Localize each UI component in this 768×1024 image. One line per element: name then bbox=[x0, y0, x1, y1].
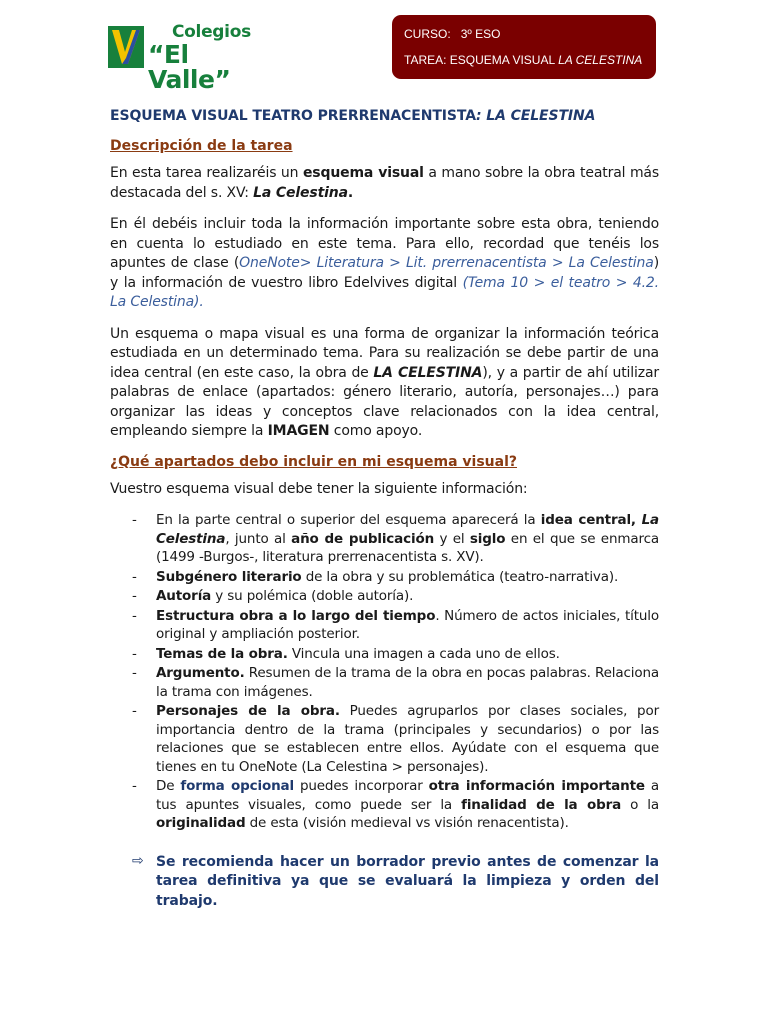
task-label: TAREA: ESQUEMA VISUAL bbox=[404, 53, 555, 67]
section-heading-sections: ¿Qué apartados debo incluir en mi esquema visual? bbox=[110, 453, 518, 470]
list-item: - Estructura obra a lo largo del tiempo. Número de actos iniciales, título original y ampliación posterior. bbox=[110, 607, 659, 644]
paragraph-1: En esta tarea realizaréis un esquema visual a mano sobre la obra teatral más destacada del s. XV: La Celestina. bbox=[110, 165, 660, 201]
school-logo bbox=[108, 22, 268, 94]
recommendation-text: Se recomienda hacer un borrador previo antes de comenzar la tarea definitiva ya que se evaluará la limpieza y orden del trabajo. bbox=[156, 853, 659, 909]
list-item: - Temas de la obra. Vincula una imagen a cada uno de ellos. bbox=[110, 645, 659, 664]
task-line bbox=[404, 53, 644, 73]
document-title: ESQUEMA VISUAL TEATRO PRERRENACENTISTA: LA CELESTINA bbox=[110, 108, 596, 124]
document-body bbox=[110, 108, 659, 911]
outlined-right-arrow-icon: ⇨ bbox=[132, 852, 144, 869]
recommendation-note bbox=[110, 853, 659, 912]
logo-line-2: “El Valle” bbox=[148, 40, 231, 94]
list-item: - En la parte central o superior del esquema aparecerá la idea central, La Celestina, junto al año de publicación y el siglo en el que se enmarca (1499 -Burgos-, literatura prerrenacentista s. XV). bbox=[110, 511, 659, 567]
onenote-path: OneNote> Literatura > Lit. prerrenacentista > La Celestina bbox=[239, 255, 654, 271]
section-heading-description: Descripción de la tarea bbox=[110, 138, 293, 154]
list-intro: Vuestro esquema visual debe tener la siguiente información: bbox=[110, 480, 528, 497]
list-item: - Autoría y su polémica (doble autoría). bbox=[110, 587, 659, 606]
logo-wordmark bbox=[148, 24, 268, 92]
logo-line-1: Colegios bbox=[172, 22, 251, 42]
list-item: - De forma opcional puedes incorporar otra información importante a tus apuntes visuales, como puede ser la finalidad de la obra o la originalidad de esta (visión medieval vs visión renacentista). bbox=[110, 777, 659, 833]
list-item: - Personajes de la obra. Puedes agruparlos por clases sociales, por importancia dentro de la trama (principales y secundarios) o por las relaciones que se establecen entre ellos. Ayúdate con el esquema que tienes en tu OneNote (La Celestina > personajes). bbox=[110, 702, 659, 776]
requirements-list bbox=[110, 511, 659, 833]
list-item: - Argumento. Resumen de la trama de la obra en pocas palabras. Relaciona la trama con imágenes. bbox=[110, 664, 659, 701]
school-shield-logo-icon bbox=[108, 26, 144, 68]
course-line bbox=[404, 27, 644, 47]
list-item: - Subgénero literario de la obra y su problemática (teatro-narrativa). bbox=[110, 568, 659, 587]
course-info-box bbox=[392, 15, 656, 79]
textbook-path: (Tema 10 > el teatro > 4.2. La Celestina) bbox=[110, 274, 659, 310]
paragraph-2: En él debéis incluir toda la información importante sobre esta obra, teniendo en cuenta lo estudiado en este tema. Para ello, recordad que tenéis los apuntes de clase (OneNote> Literatura > Lit. prerrenacentista > La Celestina) y la información de vuestro libro Edelvives digital (Tema 10 > el teatro > 4.2. La Celestina). bbox=[110, 216, 659, 310]
course-value: 3º ESO bbox=[460, 27, 501, 41]
course-label: CURSO: bbox=[404, 27, 451, 41]
paragraph-3: Un esquema o mapa visual es una forma de organizar la información teórica estudiada en un determinado tema. Para su realización se debe partir de una idea central (en este caso, la obra de LA CELESTINA), y a partir de ahí utilizar palabras de enlace (apartados: género literario, autoría, personajes…) para organizar las ideas y conceptos clave relacionados con la idea central, empleando siempre la IMAGEN como apoyo. bbox=[110, 325, 660, 439]
task-value: LA CELESTINA bbox=[558, 53, 643, 67]
